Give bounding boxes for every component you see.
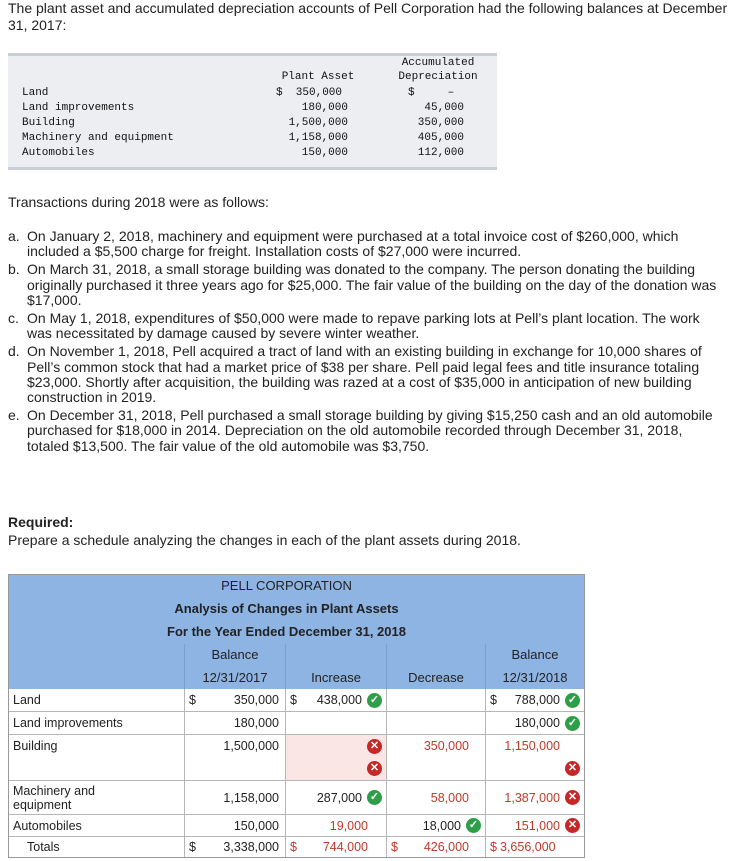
balance-row-plant: 1,158,000 (288, 132, 348, 144)
transaction-letter: e. (8, 407, 20, 424)
x-circle-icon: ✕ (367, 739, 382, 754)
transaction-item (8, 229, 726, 259)
balance-row-label: Land (22, 87, 49, 99)
value: 19,000 (329, 819, 368, 833)
cell-automobiles-decrease[interactable] (387, 815, 486, 837)
cell-land-improvements-end[interactable] (486, 712, 584, 735)
value: 426,000 (423, 840, 469, 854)
balance-row-plant: 150,000 (301, 147, 348, 159)
row-label-land-improvements: Land improvements (9, 712, 185, 735)
cell-land-improvements-decrease[interactable] (387, 712, 486, 735)
cell-automobiles-increase[interactable] (286, 815, 387, 837)
cell-totals-end[interactable] (486, 837, 584, 857)
transaction-text: On December 31, 2018, Pell purchased a small storage building by giving $15,250 cash and an old automobile purchased for $18,000 in 2014. Depreciation on the old automobile recorded through December 31, 2018, totaled $13,500. The fair value of the old automobile was $3,750. (27, 407, 713, 454)
transaction-text: On May 1, 2018, expenditures of $50,000 were made to repave parking lots at Pell’s plant location. The work was necessitated by damage caused by severe winter weather. (27, 310, 700, 342)
check-circle-icon: ✓ (565, 693, 580, 708)
schedule-title-text: Analysis of Changes in Plant Assets (174, 601, 399, 616)
cell-totals-increase[interactable] (286, 837, 387, 857)
col-header-label (9, 644, 185, 689)
dollar-sign: $ (290, 840, 297, 854)
transaction-text: On March 31, 2018, a small storage building was donated to the company. The person donating the building originally purchased it three years ago for $25,000. The fair value of the building on the day of the donation was $17,000. (27, 261, 717, 308)
value: 1,150,000 (504, 739, 560, 753)
transaction-item (8, 408, 726, 454)
value: 3,338,000 (223, 840, 279, 854)
schedule-company-text: PELL CORPORATION (221, 578, 352, 593)
value: 58,000 (430, 791, 469, 805)
row-label-automobiles: Automobiles (9, 815, 185, 837)
col-header-increase: Increase (286, 644, 387, 689)
cell-building-begin (185, 735, 286, 781)
cell-machinery-increase[interactable] (286, 781, 387, 815)
transactions-title: Transactions during 2018 were as follows: (8, 194, 269, 210)
transaction-text: On January 2, 2018, machinery and equipment were purchased at a total invoice cost of $260,000, which included a $5,500 charge for freight. Installation costs of $27,000 were incurred. (27, 228, 679, 260)
header-depreciation: Depreciation (398, 71, 478, 83)
value: 18,000 (422, 819, 461, 833)
dollar-sign: $ (490, 840, 497, 854)
row-label-land: Land (9, 689, 185, 712)
x-circle-icon: ✕ (565, 818, 580, 833)
col-header-date-end: 12/31/2018 (486, 667, 584, 689)
cell-land-end[interactable] (486, 689, 584, 712)
balance-row-label: Building (22, 117, 75, 129)
cell-machinery-begin (185, 781, 286, 815)
transactions-list (8, 229, 726, 454)
required-text: Prepare a schedule analyzing the changes in each of the plant assets during 2018. (8, 532, 521, 548)
balance-row-plant: 1,500,000 (288, 117, 348, 129)
balances-table (8, 53, 497, 170)
balance-row-accum: 112,000 (417, 147, 464, 159)
transaction-text: On November 1, 2018, Pell acquired a tract of land with an existing building in exchange for 10,000 shares of Pell’s common stock that had a market price of $38 per share. Pell paid legal fees and title insurance totaling $23,000. Shortly after acquisition, the building was razed at a cost of $35,000 in anticipation of new building construction in 2019. (27, 343, 702, 406)
x-circle-icon: ✕ (367, 761, 382, 776)
transaction-letter: d. (8, 343, 20, 360)
balance-row-label: Automobiles (22, 147, 95, 159)
value: 151,000 (514, 819, 560, 833)
cell-totals-begin (185, 837, 286, 857)
schedule-title (9, 598, 584, 622)
transaction-item (8, 311, 726, 341)
cell-building-increase[interactable] (286, 735, 387, 781)
cell-machinery-decrease[interactable] (387, 781, 486, 815)
balance-row-label: Machinery and equipment (22, 132, 174, 144)
value: 350,000 (233, 693, 279, 707)
cell-land-begin (185, 689, 286, 712)
row-label-building: Building (9, 735, 185, 781)
value: 438,000 (316, 693, 362, 707)
dollar-sign: $ (189, 693, 196, 707)
cell-land-improvements-increase[interactable] (286, 712, 387, 735)
cell-land-increase[interactable] (286, 689, 387, 712)
cell-totals-decrease[interactable] (387, 837, 486, 857)
transaction-item (8, 344, 726, 405)
balance-row-accum: 405,000 (417, 132, 464, 144)
check-circle-icon: ✓ (367, 693, 382, 708)
cell-machinery-end[interactable] (486, 781, 584, 815)
row-label-totals: Totals (9, 837, 185, 857)
required-title: Required: (8, 514, 74, 530)
x-circle-icon: ✕ (565, 790, 580, 805)
balance-row-accum: $ – (408, 87, 455, 99)
value: 3,656,000 (500, 840, 556, 854)
header-plant-asset: Plant Asset (281, 71, 355, 83)
balance-row-plant: 180,000 (301, 102, 348, 114)
col-header-balance-start: Balance (185, 644, 286, 667)
value: 744,000 (322, 840, 368, 854)
transaction-letter: c. (8, 310, 19, 327)
transaction-item (8, 262, 726, 308)
row-label-machinery-line1: Machinery and (13, 784, 95, 798)
cell-land-decrease[interactable] (387, 689, 486, 712)
col-header-date-start: 12/31/2017 (185, 667, 286, 689)
balance-row-accum: 45,000 (424, 102, 464, 114)
schedule-period-text: For the Year Ended December 31, 2018 (167, 624, 406, 639)
header-accumulated: Accumulated (401, 57, 475, 69)
balance-row-plant: $ 350,000 (276, 87, 343, 99)
value: 287,000 (316, 791, 362, 805)
value: 1,158,000 (223, 791, 279, 805)
dollar-sign: $ (290, 693, 297, 707)
dollar-sign: $ (391, 840, 398, 854)
x-circle-icon: ✕ (565, 761, 580, 776)
value: 180,000 (233, 716, 279, 730)
cell-land-improvements-begin (185, 712, 286, 735)
transaction-letter: a. (8, 228, 20, 244)
schedule-table (8, 574, 585, 858)
row-label-machinery (9, 781, 185, 815)
value: 788,000 (514, 693, 560, 707)
balance-row-accum: 350,000 (417, 117, 464, 129)
cell-building-end[interactable] (486, 735, 584, 781)
value: 150,000 (233, 819, 279, 833)
schedule-period (9, 621, 584, 645)
transaction-letter: b. (8, 261, 20, 278)
check-circle-icon: ✓ (367, 790, 382, 805)
balance-row-label: Land improvements (22, 102, 135, 114)
col-header-decrease: Decrease (387, 644, 486, 689)
col-header-balance-end: Balance (486, 644, 584, 667)
value: 1,500,000 (223, 739, 279, 753)
cell-automobiles-end[interactable] (486, 815, 584, 837)
intro-text: The plant asset and accumulated depreciation accounts of Pell Corporation had the following balances at December 31, 2017: (8, 0, 728, 33)
dollar-sign: $ (189, 840, 196, 854)
value: 350,000 (423, 739, 469, 753)
schedule-company (9, 575, 584, 599)
dollar-sign: $ (490, 693, 497, 707)
check-circle-icon: ✓ (565, 716, 580, 731)
row-label-machinery-line2: equipment (13, 798, 72, 812)
cell-building-decrease[interactable] (387, 735, 486, 781)
cell-automobiles-begin (185, 815, 286, 837)
check-circle-icon: ✓ (466, 818, 481, 833)
value: 1,387,000 (504, 791, 560, 805)
value: 180,000 (514, 716, 560, 730)
